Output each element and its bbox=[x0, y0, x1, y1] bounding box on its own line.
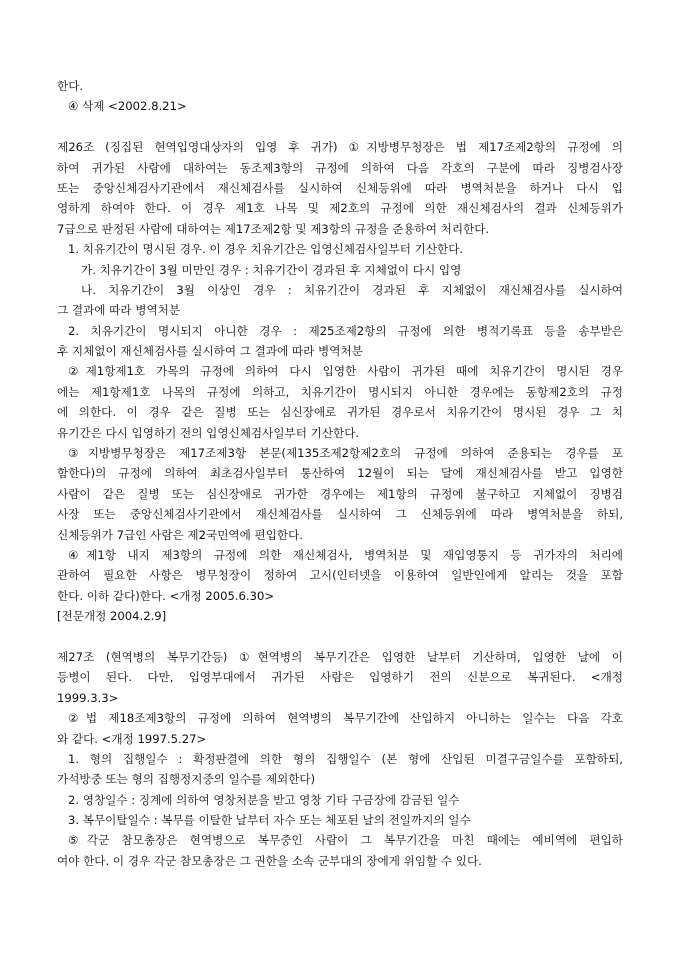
text-line: 나. 치유기간이 3월 이상인 경우 : 치유기간이 경과된 후 지체없이 재신체검사를 실시하여 bbox=[81, 282, 623, 297]
text-line: 등병이 된다. 다만, 입영부대에서 귀가된 사람은 입영하기 전의 신분으로 복귀된다. <개정 bbox=[57, 670, 623, 685]
text-line: [전문개정 2004.2.9] bbox=[57, 609, 167, 624]
text-line: 한다. 이하 같다)한다. <개정 2005.6.30> bbox=[57, 588, 275, 603]
text-line: 7급으로 판정된 사람에 대하여는 제17조제2항 및 제3항의 규정을 준용하여 처리한다. bbox=[57, 221, 490, 236]
text-line: 에 의한다. 이 경우 같은 질병 또는 심신장애로 귀가된 경우로서 치유기간이 명시된 경우 그 치 bbox=[57, 405, 623, 420]
text-line: 신체등위가 7급인 사람은 제2국민역에 편입한다. bbox=[57, 527, 303, 542]
text-line: ⑤각군 참모총장은 현역병으로 복무중인 사람이 그 복무기간을 마친 때에는 예비역에 편입하 bbox=[68, 833, 623, 848]
text-line: ④ 삭제 <2002.8.21> bbox=[68, 99, 187, 114]
text-line: 1. 형의 집행일수 : 확정판결에 의한 형의 집행일수 (본 형에 산입된 미결구금일수를 포함하되, bbox=[68, 751, 623, 766]
text-line: ③지방병무청장은 제17조제3항 본문(제135조제2항제2호의 규정에 의하여 준용되는 경우를 포 bbox=[68, 446, 623, 461]
text-line: 또는 중앙신체검사기관에서 재신체검사를 실시하여 신체등위에 따라 병역처분을 하거나 다시 입 bbox=[57, 180, 623, 195]
text-line: 1. 치유기간이 명시된 경우. 이 경우 치유기간은 입영신체검사일부터 기산한다. bbox=[68, 242, 464, 257]
text-line: 한다. bbox=[57, 79, 84, 93]
text-line: 유기간은 다시 입영하기 전의 입영신체검사일부터 기산한다. bbox=[57, 425, 360, 440]
text-line: 여야 한다. 이 경우 각군 참모총장은 그 권한을 소속 군부대의 장에게 위임할 수 있다. bbox=[57, 853, 482, 868]
text-line: 제27조 (현역병의 복무기간등) ①현역병의 복무기간은 입영한 날부터 기산하며, 입영한 날에 이 bbox=[57, 649, 623, 664]
text-line: 사장 또는 중앙신체검사기관에서 재신체검사를 실시하여 그 신체등위에 따라 병역처분을 하되, bbox=[57, 507, 623, 522]
text-line: 제26조 (징집된 현역입영대상자의 입영 후 귀가) ①지방병무청장은 법 제17조제2항의 규정에 의 bbox=[57, 140, 623, 155]
text-line: 2. 치유기간이 명시되지 아니한 경우 : 제25조제2항의 규정에 의한 병적기록표 등을 송부받은 bbox=[68, 323, 623, 338]
paragraph-gap bbox=[57, 117, 623, 137]
text-line: 1999.3.3> bbox=[57, 690, 119, 705]
text-line: 후 지체없이 재신체검사를 실시하여 그 결과에 따라 병역처분 bbox=[57, 344, 363, 359]
text-line: 3. 복무이탈일수 : 복무를 이탈한 날부터 자수 또는 체포된 날의 전일까지의 일수 bbox=[68, 813, 471, 828]
text-line: 가석방중 또는 형의 집행정지중의 일수를 제외한다) bbox=[57, 772, 316, 787]
text-line: ④제1항 내지 제3항의 규정에 의한 재신체검사, 병역처분 및 재입영통지 등 귀가자의 처리에 bbox=[68, 547, 623, 562]
text-line: ②법 제18조제3항의 규정에 의하여 현역병의 복무기간에 산입하지 아니하는 일수는 다음 각호 bbox=[68, 711, 623, 726]
text-line: 관하여 필요한 사항은 병무청장이 정하여 고시(인터넷을 이용하여 일반인에게 알리는 것을 포함 bbox=[57, 568, 623, 583]
text-line: 2. 영창일수 : 징계에 의하여 영창처분을 받고 영창 기타 구금장에 감금된 일수 bbox=[68, 792, 460, 807]
text-line: 하여 귀가된 사람에 대하여는 동조제3항의 규정에 의하여 다음 각호의 구분에 따라 징병검사장 bbox=[57, 160, 623, 175]
document-page bbox=[57, 76, 623, 871]
text-line: 에는 제1항제1호 나목의 규정에 의하고, 치유기간이 명시되지 아니한 경우에는 동항제2호의 규정 bbox=[57, 384, 623, 399]
text-line: ②제1항제1호 가목의 규정에 의하여 다시 입영한 사람이 귀가된 때에 치유기간이 명시된 경우 bbox=[68, 364, 623, 379]
text-line: 와 같다. <개정 1997.5.27> bbox=[57, 731, 207, 746]
text-line: 가. 치유기간이 3월 미만인 경우 : 치유기간이 경과된 후 지체없이 다시 입영 bbox=[81, 262, 462, 277]
paragraph-gap bbox=[57, 627, 623, 647]
text-line: 사람이 같은 질병 또는 심신장애로 귀가한 경우에는 제1항의 규정에 불구하고 지체없이 징병검 bbox=[57, 486, 623, 501]
text-line: 그 결과에 따라 병역처분 bbox=[57, 303, 181, 318]
text-line: 함한다)의 규정에 의하여 최초검사일부터 통산하여 12월이 되는 달에 재신체검사를 받고 입영한 bbox=[57, 466, 623, 481]
text-line: 영하게 하여야 한다. 이 경우 제1호 나목 및 제2호의 규정에 의한 재신체검사의 결과 신체등위가 bbox=[57, 201, 623, 216]
